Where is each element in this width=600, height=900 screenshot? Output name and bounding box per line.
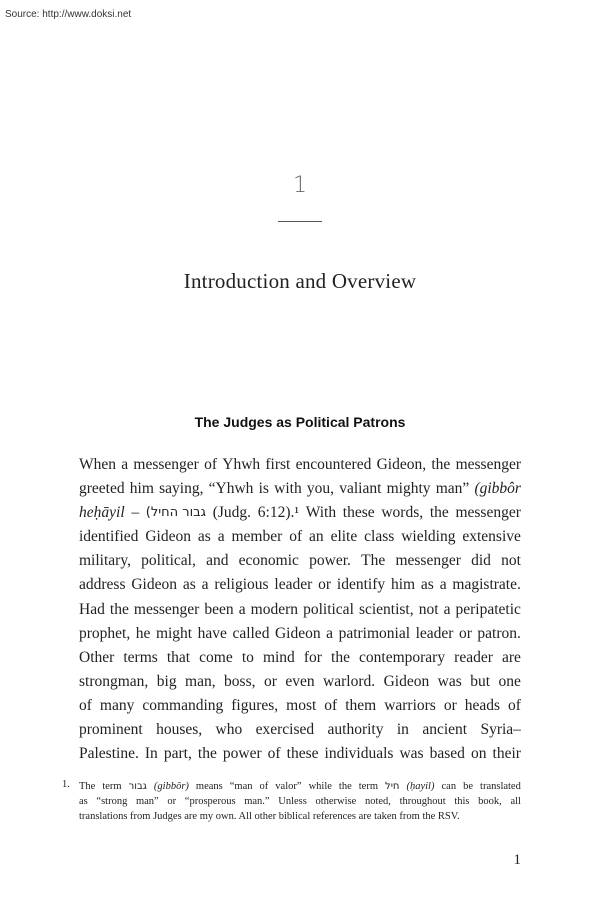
paragraph-line: Palestine. In part, the power of these individuals was based on their — [79, 745, 521, 763]
footnote-line: translations from Judges are my own. All other biblical references are taken from the RSV. — [79, 811, 460, 822]
paragraph-line: Other terms that come to mind for the contemporary reader are — [79, 648, 521, 666]
chapter-title: Introduction and Overview — [183, 269, 417, 293]
hebrew-text: חיל — [385, 781, 400, 792]
section-heading: The Judges as Political Patrons — [194, 414, 406, 430]
paragraph-line: military, political, and economic power. The messenger did not — [79, 552, 521, 570]
paragraph-line: greeted him saying, “Yhwh is with you, valiant mighty man” (gibbôr — [79, 480, 521, 498]
hebrew-text: גבור החיל) — [145, 505, 207, 521]
paragraph-line: Had the messenger been a modern political scientist, not a peripatetic — [79, 600, 521, 618]
paragraph-line: identified Gideon as a member of an elite class wielding extensive — [79, 528, 521, 546]
footnote — [62, 779, 521, 824]
paragraph-line: prominent houses, who exercised authority in ancient Syria– — [79, 721, 521, 739]
body-paragraph — [79, 453, 521, 766]
footnote-line: The term גבור (gibbôr) means “man of valor” while the term חיל (ḥayil) can be translated — [79, 781, 521, 792]
hebrew-text: גבור — [128, 781, 147, 792]
paragraph-line: heḥāyil – גבור החיל) (Judg. 6:12).¹ With these words, the messenger — [79, 501, 521, 525]
chapter-number: 1 — [293, 173, 307, 198]
chapter-divider — [278, 221, 322, 222]
paragraph-line: When a messenger of Yhwh first encountered Gideon, the messenger — [79, 456, 521, 473]
paragraph-line: address Gideon as a religious leader or identify him as a magistrate. — [79, 576, 521, 594]
paragraph-line: of many commanding figures, most of them warriors or heads of — [79, 696, 521, 714]
paragraph-line: prophet, he might have called Gideon a patrimonial leader or patron. — [79, 624, 521, 642]
paragraph-line: strongman, big man, boss, or even warlord. Gideon was but one — [79, 672, 521, 690]
page-number: 1 — [513, 852, 521, 868]
footnote-line: as “strong man” or “prosperous man.” Unless otherwise noted, throughout this book, all — [79, 796, 521, 807]
source-label: Source: http://www.doksi.net — [5, 9, 132, 20]
footnote-number: 1. — [62, 779, 70, 790]
